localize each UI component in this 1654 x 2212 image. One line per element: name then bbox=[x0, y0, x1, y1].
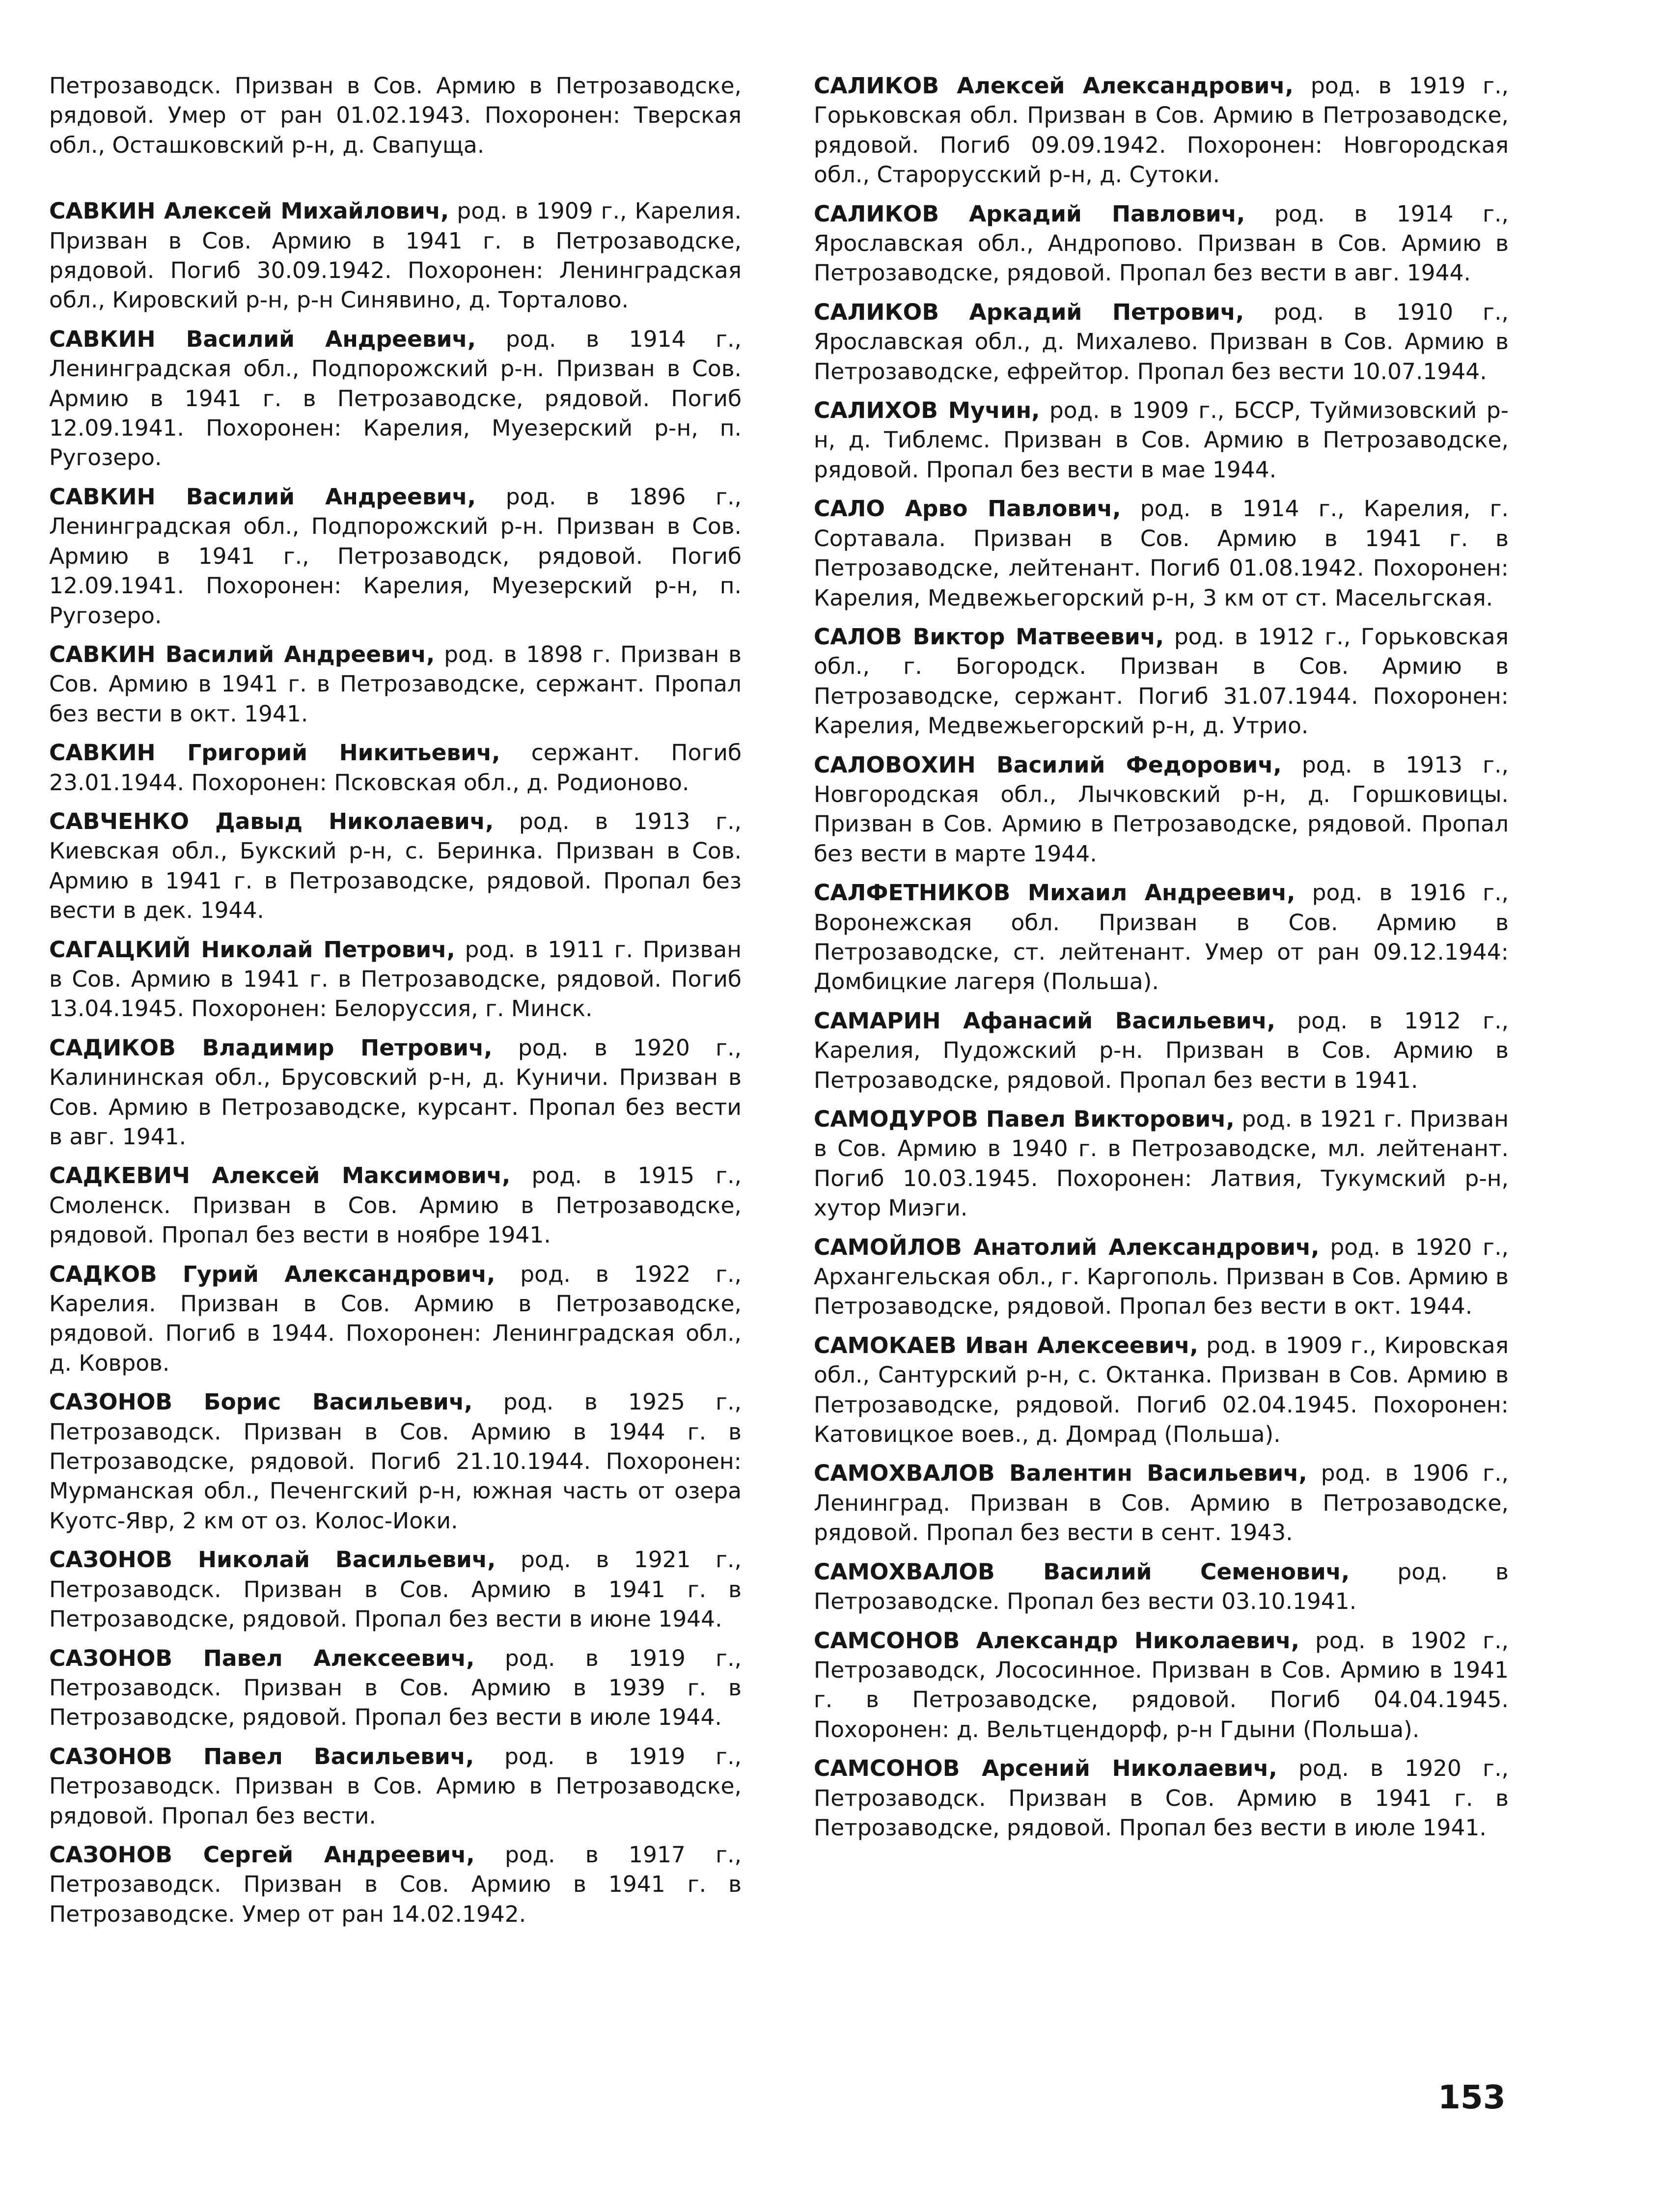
entry-name: САЛО Арво Павлович, bbox=[814, 496, 1121, 522]
left-column bbox=[49, 71, 742, 1938]
entry-name: САМОХВАЛОВ Валентин Васильевич, bbox=[814, 1460, 1307, 1487]
entry bbox=[814, 622, 1509, 741]
entry-text: род. в 1914 г., Карелия, г. Сортавала. Призван в Сов. Армию в 1941 г. в Петрозаводске, лейтенант. Погиб 01.08.1942. Похоронен: Карелия, Медвежьегорский р-н, 3 км от ст. Масельгская. bbox=[814, 496, 1509, 611]
entry-name: САЛИХОВ Мучин, bbox=[814, 397, 1040, 424]
entry-text: род. в 1915 г., Смоленск. Призван в Сов. Армию в Петрозаводске, рядовой. Пропал без вести в ноябре 1941. bbox=[49, 1162, 742, 1248]
entry bbox=[49, 738, 742, 798]
entry bbox=[49, 935, 742, 1024]
entry bbox=[814, 1233, 1509, 1322]
entry-name: САВКИН Алексей Михайлович, bbox=[49, 198, 449, 224]
entry bbox=[49, 1260, 742, 1379]
entry-name: САЛИКОВ Аркадий Павлович, bbox=[814, 200, 1245, 227]
entry-name: САДИКОВ Владимир Петрович, bbox=[49, 1034, 493, 1061]
entry bbox=[49, 1387, 742, 1536]
page-number: 153 bbox=[1438, 2078, 1506, 2116]
entry-name: САМОКАЕВ Иван Алексеевич, bbox=[814, 1332, 1198, 1358]
entry-name: САГАЦКИЙ Николай Петрович, bbox=[49, 936, 455, 963]
entry-name: САВКИН Василий Андреевич, bbox=[49, 326, 476, 352]
entry bbox=[49, 1033, 742, 1152]
entry-text: род. в 1920 г., Петрозаводск. Призван в Сов. Армию в 1941 г. в Петрозаводске, рядовой. Пропал без вести в июле 1941. bbox=[814, 1755, 1509, 1841]
entry bbox=[49, 325, 742, 473]
entry-name: САЛОВ Виктор Матвеевич, bbox=[814, 623, 1164, 650]
entry bbox=[49, 482, 742, 631]
entry-text: род. в 1919 г., Горьковская обл. Призван в Сов. Армию в Петрозаводске, рядовой. Погиб 09.09.1942. Похоронен: Новгородская обл., Старорусский р-н, д. Сутоки. bbox=[814, 73, 1509, 188]
entry-text: род. в 1914 г., Ленинградская обл., Подпорожский р-н. Призван в Сов. Армию в 1941 г. в Петрозаводске, рядовой. Погиб 12.09.1941. Похоронен: Карелия, Муезерский р-н, п. Ругозеро. bbox=[49, 326, 742, 471]
entry-name: САВКИН Григорий Никитьевич, bbox=[49, 740, 500, 766]
entry bbox=[49, 807, 742, 926]
entry bbox=[814, 199, 1509, 288]
entry-name: САМОДУРОВ Павел Викторович, bbox=[814, 1106, 1235, 1132]
entry bbox=[814, 298, 1509, 387]
entry-text: род. в 1912 г., Карелия, Пудожский р-н. Призван в Сов. Армию в Петрозаводске, рядовой. Пропал без вести в 1941. bbox=[814, 1007, 1509, 1093]
entry bbox=[814, 1459, 1509, 1548]
entry bbox=[814, 1557, 1509, 1617]
entry-text: род. в 1909 г., Кировская обл., Сантурский р-н, с. Октанка. Призван в Сов. Армию в Петрозаводске, рядовой. Погиб 02.04.1945. Похоронен: Катовицкое воев., д. Домрад (Польша). bbox=[814, 1332, 1509, 1448]
entry bbox=[814, 1105, 1509, 1223]
entry-name: САМСОНОВ Александр Николаевич, bbox=[814, 1627, 1299, 1654]
entry-text: род. в 1919 г., Петрозаводск. Призван в Сов. Армию в 1939 г. в Петрозаводске, рядовой. Пропал без вести в июле 1944. bbox=[49, 1645, 742, 1731]
entry-text: род. в 1913 г., Новгородская обл., Лычковский р-н, д. Горшковицы. Призван в Сов. Армию в Петрозаводске, рядовой. Пропал без вести в марте 1944. bbox=[814, 751, 1509, 867]
right-column bbox=[814, 71, 1509, 1852]
entry-name: САДКЕВИЧ Алексей Максимович, bbox=[49, 1162, 511, 1189]
entry-name: САЗОНОВ Николай Васильевич, bbox=[49, 1547, 496, 1573]
entry-text: род. в 1896 г., Ленинградская обл., Подпорожский р-н. Призван в Сов. Армию в 1941 г., Петрозаводск, рядовой. Погиб 12.09.1941. Похоронен: Карелия, Муезерский р-н, п. Ругозеро. bbox=[49, 483, 742, 629]
entry-text: род. в 1925 г., Петрозаводск. Призван в Сов. Армию в 1944 г. в Петрозаводске, рядовой. Погиб 21.10.1944. Похоронен: Мурманская обл., Печенгский р-н, южная часть от озера Куотс-Явр, 2 км от оз. Колос-Иоки. bbox=[49, 1389, 742, 1534]
entry-text: род. в 1920 г., Калининская обл., Брусовский р-н, д. Куничи. Призван в Сов. Армию в Петрозаводске, курсант. Пропал без вести в авг. 1941. bbox=[49, 1034, 742, 1150]
entry-name: САМАРИН Афанасий Васильевич, bbox=[814, 1007, 1276, 1034]
entry-continuation bbox=[49, 71, 742, 160]
entry-text: род. в 1917 г., Петрозаводск. Призван в Сов. Армию в 1941 г. в Петрозаводске. Умер от ран 14.02.1942. bbox=[49, 1841, 742, 1927]
entry bbox=[49, 1644, 742, 1733]
entry-text: род. в 1912 г., Горьковская обл., г. Богородск. Призван в Сов. Армию в Петрозаводске, сержант. Погиб 31.07.1944. Похоронен: Карелия, Медвежьегорский р-н, д. Утрио. bbox=[814, 623, 1509, 739]
entry-name: САВКИН Василий Андреевич, bbox=[49, 483, 476, 510]
entry-text: род. в 1898 г. Призван в Сов. Армию в 1941 г. в Петрозаводске, сержант. Пропал без вести в окт. 1941. bbox=[49, 641, 742, 727]
entry-name: САЗОНОВ Павел Васильевич, bbox=[49, 1743, 474, 1770]
entry-name: САВЧЕНКО Давыд Николаевич, bbox=[49, 808, 494, 834]
entry-name: САМОХВАЛОВ Василий Семенович, bbox=[814, 1558, 1350, 1585]
entry-text: Петрозаводск. Призван в Сов. Армию в Петрозаводске, рядовой. Умер от ран 01.02.1943. Похоронен: Тверская обл., Осташковский р-н, д. Свапуща. bbox=[49, 73, 742, 158]
entry-text: род. в 1921 г. Призван в Сов. Армию в 1940 г. в Петрозаводске, мл. лейтенант. Погиб 10.03.1945. Похоронен: Латвия, Тукумский р-н, хутор Миэги. bbox=[814, 1106, 1509, 1221]
entry-text: род. в 1920 г., Архангельская обл., г. Каргополь. Призван в Сов. Армию в Петрозаводске, рядовой. Пропал без вести в окт. 1944. bbox=[814, 1234, 1509, 1320]
entry-text: сержант. Погиб 23.01.1944. Похоронен: Псковская обл., д. Родионово. bbox=[49, 740, 742, 796]
entry bbox=[49, 640, 742, 729]
entry-text: род. в 1910 г., Ярославская обл., д. Михалево. Призван в Сов. Армию в Петрозаводске, ефрейтор. Пропал без вести 10.07.1944. bbox=[814, 299, 1509, 385]
entry-name: САЗОНОВ Сергей Андреевич, bbox=[49, 1841, 475, 1868]
entry-name: САЛФЕТНИКОВ Михаил Андреевич, bbox=[814, 880, 1296, 906]
entry bbox=[49, 1742, 742, 1831]
entry-name: САЗОНОВ Павел Алексеевич, bbox=[49, 1645, 475, 1671]
entry bbox=[49, 1545, 742, 1634]
entry bbox=[814, 1754, 1509, 1843]
entry bbox=[814, 396, 1509, 485]
entry-text: род. в 1911 г. Призван в Сов. Армию в 1941 г. в Петрозаводске, рядовой. Погиб 13.04.1945. Похоронен: Белоруссия, г. Минск. bbox=[49, 936, 742, 1022]
entry-name: САМСОНОВ Арсений Николаевич, bbox=[814, 1755, 1277, 1782]
entry bbox=[49, 196, 742, 315]
entry-name: САВКИН Василий Андреевич, bbox=[49, 641, 435, 667]
entry-name: САДКОВ Гурий Александрович, bbox=[49, 1261, 496, 1287]
entry-text: род. в 1909 г., БССР, Туймизовский р-н, д. Тиблемс. Призван в Сов. Армию в Петрозаводске, рядовой. Пропал без вести в мае 1944. bbox=[814, 397, 1509, 483]
entry bbox=[49, 1840, 742, 1929]
entry bbox=[49, 1161, 742, 1250]
entry-name: САЗОНОВ Борис Васильевич, bbox=[49, 1389, 473, 1415]
entry-name: САЛИКОВ Аркадий Петрович, bbox=[814, 299, 1244, 325]
entry-text: род. в 1909 г., Карелия. Призван в Сов. Армию в 1941 г. в Петрозаводске, рядовой. Погиб 30.09.1942. Похоронен: Ленинградская обл., Кировский р-н, р-н Синявино, д. Торталово. bbox=[49, 198, 742, 313]
entry bbox=[814, 71, 1509, 190]
entry bbox=[814, 1006, 1509, 1095]
entry-text: род. в 1916 г., Воронежская обл. Призван в Сов. Армию в Петрозаводске, ст. лейтенант. Умер от ран 09.12.1944: Домбицкие лагеря (Польша). bbox=[814, 880, 1509, 995]
entry bbox=[814, 1626, 1509, 1745]
entry-name: САЛОВОХИН Василий Федорович, bbox=[814, 751, 1282, 778]
entry-text: род. в 1902 г., Петрозаводск, Лососинное. Призван в Сов. Армию в 1941 г. в Петрозаводске, рядовой. Погиб 04.04.1945. Похоронен: д. Вельтцендорф, р-н Гдыни (Польша). bbox=[814, 1627, 1509, 1742]
entry-text: род. в 1922 г., Карелия. Призван в Сов. Армию в Петрозаводске, рядовой. Погиб в 1944. Похоронен: Ленинградская обл., д. Ковров. bbox=[49, 1261, 742, 1376]
entry-text: род. в 1919 г., Петрозаводск. Призван в Сов. Армию в Петрозаводске, рядовой. Пропал без вести. bbox=[49, 1743, 742, 1829]
entry bbox=[814, 1331, 1509, 1450]
entry-text: род. в 1913 г., Киевская обл., Букский р-н, с. Беринка. Призван в Сов. Армию в 1941 г. в Петрозаводске, рядовой. Пропал без вести в дек. 1944. bbox=[49, 808, 742, 924]
entry bbox=[814, 878, 1509, 997]
entry-name: САМОЙЛОВ Анатолий Александрович, bbox=[814, 1234, 1320, 1260]
entry bbox=[814, 750, 1509, 869]
entry-text: род. в 1921 г., Петрозаводск. Призван в Сов. Армию в 1941 г. в Петрозаводске, рядовой. Пропал без вести в июне 1944. bbox=[49, 1547, 742, 1632]
entry-text: род. в 1906 г., Ленинград. Призван в Сов. Армию в Петрозаводске, рядовой. Пропал без вести в сент. 1943. bbox=[814, 1460, 1509, 1546]
entry-text: род. в Петрозаводске. Пропал без вести 03.10.1941. bbox=[814, 1558, 1509, 1615]
entry-name: САЛИКОВ Алексей Александрович, bbox=[814, 73, 1294, 99]
entry-text: род. в 1914 г., Ярославская обл., Андропово. Призван в Сов. Армию в Петрозаводске, рядовой. Пропал без вести в авг. 1944. bbox=[814, 200, 1509, 286]
entry bbox=[814, 494, 1509, 613]
